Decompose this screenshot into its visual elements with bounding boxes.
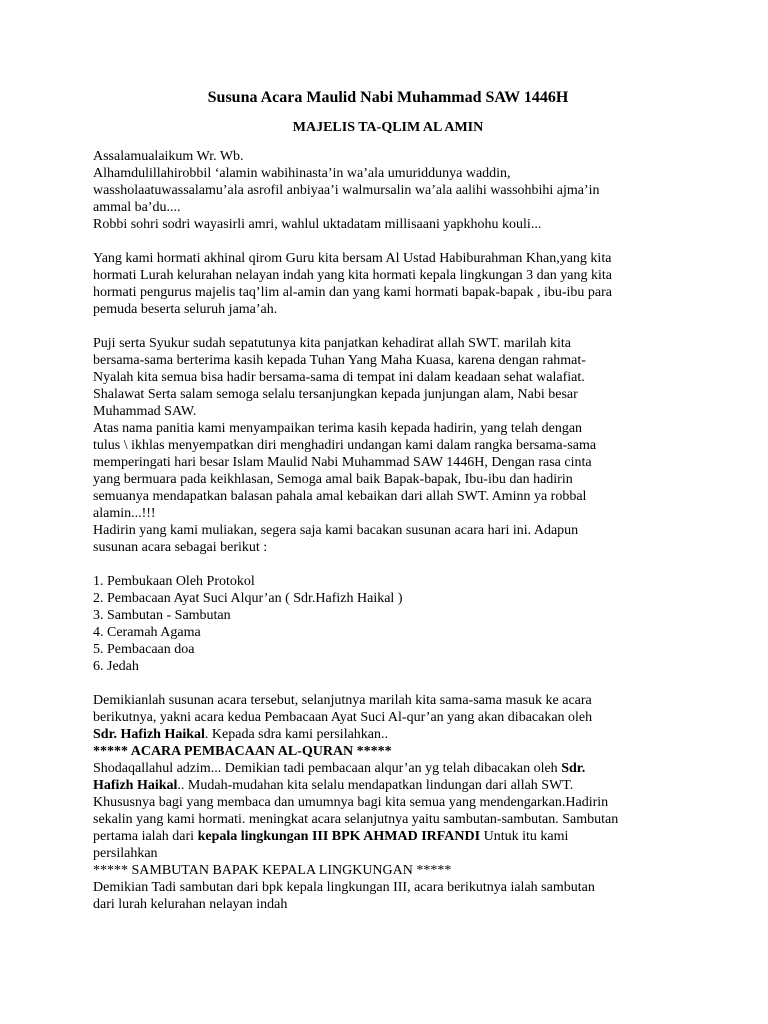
greeting-paragraph xyxy=(93,250,683,318)
reciter-name-part: Hafizh Haikal xyxy=(93,778,178,793)
text-line: bersama-sama berterima kasih kepada Tuhan Yang Maha Kuasa, karena dengan rahmat- xyxy=(93,353,586,368)
text-line: Assalamualaikum Wr. Wb. xyxy=(93,149,244,164)
closing-paragraph xyxy=(93,692,683,913)
opening-paragraph xyxy=(93,148,683,233)
text-line: Demikian Tadi sambutan dari bpk kepala lingkungan III, acara berikutnya ialah sambutan xyxy=(93,880,595,895)
agenda-item: 1. Pembukaan Oleh Protokol xyxy=(93,574,255,589)
agenda-item: 4. Ceramah Agama xyxy=(93,625,201,640)
paragraph-gap xyxy=(93,675,683,692)
text-fragment: .. Mudah-mudahan kita selalu mendapatkan lindungan dari allah SWT. xyxy=(177,778,574,793)
document-page xyxy=(93,88,683,913)
text-line: Robbi sohri sodri wayasirli amri, wahlul uktadatam millisaani yapkhohu kouli... xyxy=(93,217,542,232)
text-line: wassholaatuwassalamu’ala asrofil anbiyaa’i walmursalin wa’ala aalihi wassohbihi ajma’in xyxy=(93,183,600,198)
text-fragment: pertama ialah dari xyxy=(93,829,198,844)
text-line: Hadirin yang kami muliakan, segera saja kami bacakan susunan acara hari ini. Adapun xyxy=(93,523,579,538)
text-fragment: . Kepada sdra kami persilahkan.. xyxy=(204,727,389,742)
text-line: Demikianlah susunan acara tersebut, selanjutnya marilah kita sama-sama masuk ke acara xyxy=(93,693,592,708)
agenda-item: 2. Pembacaan Ayat Suci Alqur’an ( Sdr.Hafizh Haikal ) xyxy=(93,591,403,606)
agenda-item: 5. Pembacaan doa xyxy=(93,642,195,657)
document-subtitle: MAJELIS TA-QLIM AL AMIN xyxy=(292,120,484,135)
paragraph-gap xyxy=(93,556,683,573)
text-line: Alhamdulillahirobbil ‘alamin wabihinasta’in wa’ala umuriddunya waddin, xyxy=(93,166,511,181)
text-line: berikutnya, yakni acara kedua Pembacaan Ayat Suci Al-qur’an yang akan dibacakan oleh xyxy=(93,710,593,725)
text-line: Shalawat Serta salam semoga selalu tersanjungkan kepada junjungan alam, Nabi besar xyxy=(93,387,578,402)
agenda-item: 3. Sambutan - Sambutan xyxy=(93,608,231,623)
document-title: Susuna Acara Maulid Nabi Muhammad SAW 1446H xyxy=(207,89,569,106)
text-line: Muhammad SAW. xyxy=(93,404,197,419)
text-line: pemuda beserta seluruh jama’ah. xyxy=(93,302,278,317)
agenda-list xyxy=(93,573,683,675)
reciter-name-part: Sdr. xyxy=(561,761,586,776)
text-fragment: Shodaqallahul adzim... Demikian tadi pembacaan alqur’an yg telah dibacakan oleh xyxy=(93,761,562,776)
speaker-name: kepala lingkungan III BPK AHMAD IRFANDI xyxy=(197,829,481,844)
text-line xyxy=(93,828,683,845)
text-line: dari lurah kelurahan nelayan indah xyxy=(93,897,288,912)
reciter-name: Sdr. Hafizh Haikal xyxy=(93,727,205,742)
text-line xyxy=(93,760,683,777)
text-line: alamin...!!! xyxy=(93,506,156,521)
text-line xyxy=(93,777,683,794)
text-line: yang bermuara pada keikhlasan, Semoga amal baik Bapak-bapak, Ibu-ibu dan hadirin xyxy=(93,472,573,487)
text-line: hormati pengurus majelis taq’lim al-amin dan yang kami hormati bapak-bapak , ibu-ibu para xyxy=(93,285,613,300)
text-line: Atas nama panitia kami menyampaikan terima kasih kepada hadirin, yang telah dengan xyxy=(93,421,583,436)
text-line: sekalin yang kami hormati. meningkat acara selanjutnya yaitu sambutan-sambutan. Sambutan xyxy=(93,812,619,827)
text-line: Yang kami hormati akhinal qirom Guru kita bersam Al Ustad Habiburahman Khan,yang kita xyxy=(93,251,612,266)
agenda-item: 6. Jedah xyxy=(93,659,139,674)
section-heading-sambutan: ***** SAMBUTAN BAPAK KEPALA LINGKUNGAN ***** xyxy=(93,863,452,878)
text-line: semuanya mendapatkan balasan pahala amal kebaikan dari allah SWT. Aminn ya robbal xyxy=(93,489,587,504)
text-fragment: Untuk itu kami xyxy=(480,829,569,844)
text-line: Puji serta Syukur sudah sepatutunya kita panjatkan kehadirat allah SWT. marilah kita xyxy=(93,336,571,351)
text-line: persilahkan xyxy=(93,846,158,861)
text-line: ammal ba’du.... xyxy=(93,200,181,215)
text-line: hormati Lurah kelurahan nelayan indah yang kita hormati kepala lingkungan 3 dan yang kita xyxy=(93,268,612,283)
text-line: susunan acara sebagai berikut : xyxy=(93,540,268,555)
text-line: tulus \ ikhlas menyempatkan diri menghadiri undangan kami dalam rangka bersama-sama xyxy=(93,438,597,453)
heading-text: ***** ACARA PEMBACAAN AL-QURAN ***** xyxy=(93,744,392,759)
text-line: Khususnya bagi yang membaca dan umumnya bagi kita semua yang mendengarkan.Hadirin xyxy=(93,795,609,810)
text-line: memperingati hari besar Islam Maulid Nabi Muhammad SAW 1446H, Dengan rasa cinta xyxy=(93,455,592,470)
text-line xyxy=(93,726,683,743)
paragraph-gap xyxy=(93,233,683,250)
text-line: Nyalah kita semua bisa hadir bersama-sama di tempat ini dalam keadaan sehat walafiat. xyxy=(93,370,585,385)
section-heading-quran xyxy=(93,743,683,760)
praise-paragraph xyxy=(93,335,683,556)
paragraph-gap xyxy=(93,318,683,335)
